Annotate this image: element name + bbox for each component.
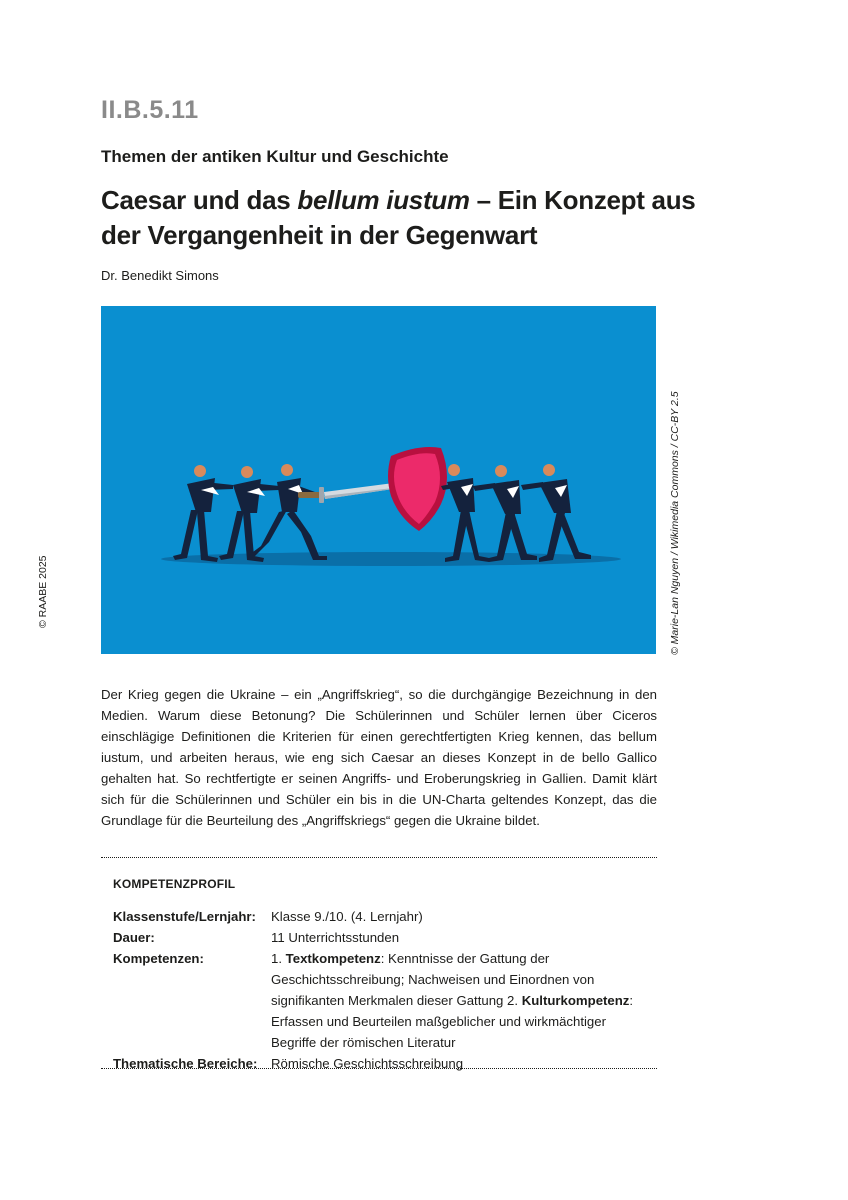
title-part-1: Caesar und das (101, 185, 298, 215)
competence-2-number: 2. (507, 993, 522, 1008)
competence-profile (113, 906, 648, 1074)
competence-2-text: : Erfassen und Beurteilen maßgeblicher und wirkmächtiger Begriffe der römischen Literatur (271, 993, 634, 1050)
profile-heading: KOMPETENZPROFIL (113, 877, 236, 891)
profile-row-competences (113, 948, 648, 1053)
competence-label: Kompetenzen: (113, 951, 204, 966)
tug-of-war-illustration (101, 306, 656, 654)
duration-value: 11 Unterrichtsstunden (271, 930, 400, 945)
competence-1-name: Textkompetenz (285, 951, 381, 966)
profile-row-grade (113, 906, 648, 927)
competence-value (271, 948, 648, 1053)
divider-top (101, 857, 657, 858)
intro-text: Der Krieg gegen die Ukraine – ein „Angriffskrieg“, so die durchgängige Bezeichnung in den Medien. Warum diese Betonung? Die Schülerinnen und Schüler lernen über Ciceros einschlägige Definitionen die Kriterien für einen gerechtfertigten Krieg kennen, das bellum iustum, und arbeiten heraus, wie eng sich Caesar an dieses Konzept in de bello Gallico gehalten hat. So rechtfertigte er seinen Angriffs- und Eroberungskrieg in Gallien. Damit klärt sich für die Schülerinnen und Schüler ein bis in die UN-Charta geltendes Konzept, das die Grundlage für die Beurteilung des „Angriffskriegs“ gegen die Ukraine bildet. (101, 687, 657, 828)
topics-value: Römische Geschichtsschreibung (271, 1056, 464, 1071)
duration-label: Dauer: (113, 930, 155, 945)
copyright-notice: © RAABE 2025 (37, 555, 49, 628)
page-title (101, 183, 701, 253)
image-credit: © Marie-Lan Nguyen / Wikimedia Commons / CC-BY 2.5 (669, 391, 681, 655)
competence-1-text: : Kenntnisse der Gattung der Geschichtsschreibung; Nachweisen und Einordnen von signifikanten Merkmalen dieser Gattung (271, 951, 595, 1008)
right-team (441, 464, 591, 562)
profile-row-duration (113, 927, 648, 948)
shield (388, 447, 447, 531)
title-part-2: – Ein Konzept aus der Vergangenheit in der Gegenwart (101, 185, 696, 250)
grade-value: Klasse 9./10. (4. Lernjahr) (271, 909, 423, 924)
left-team (173, 464, 327, 562)
document-code: II.B.5.11 (101, 96, 199, 124)
author: Dr. Benedikt Simons (101, 268, 219, 283)
topics-label: Thematische Bereiche: (113, 1056, 258, 1071)
profile-row-topics (113, 1053, 648, 1074)
cover-illustration (101, 306, 656, 654)
divider-bottom (101, 1068, 657, 1069)
grade-label: Klassenstufe/Lernjahr: (113, 909, 256, 924)
title-italic: bellum iustum (297, 185, 470, 215)
competence-1-number: 1. (271, 951, 286, 966)
competence-2-name: Kulturkompetenz (521, 993, 630, 1008)
series-title: Themen der antiken Kultur und Geschichte (101, 147, 449, 166)
